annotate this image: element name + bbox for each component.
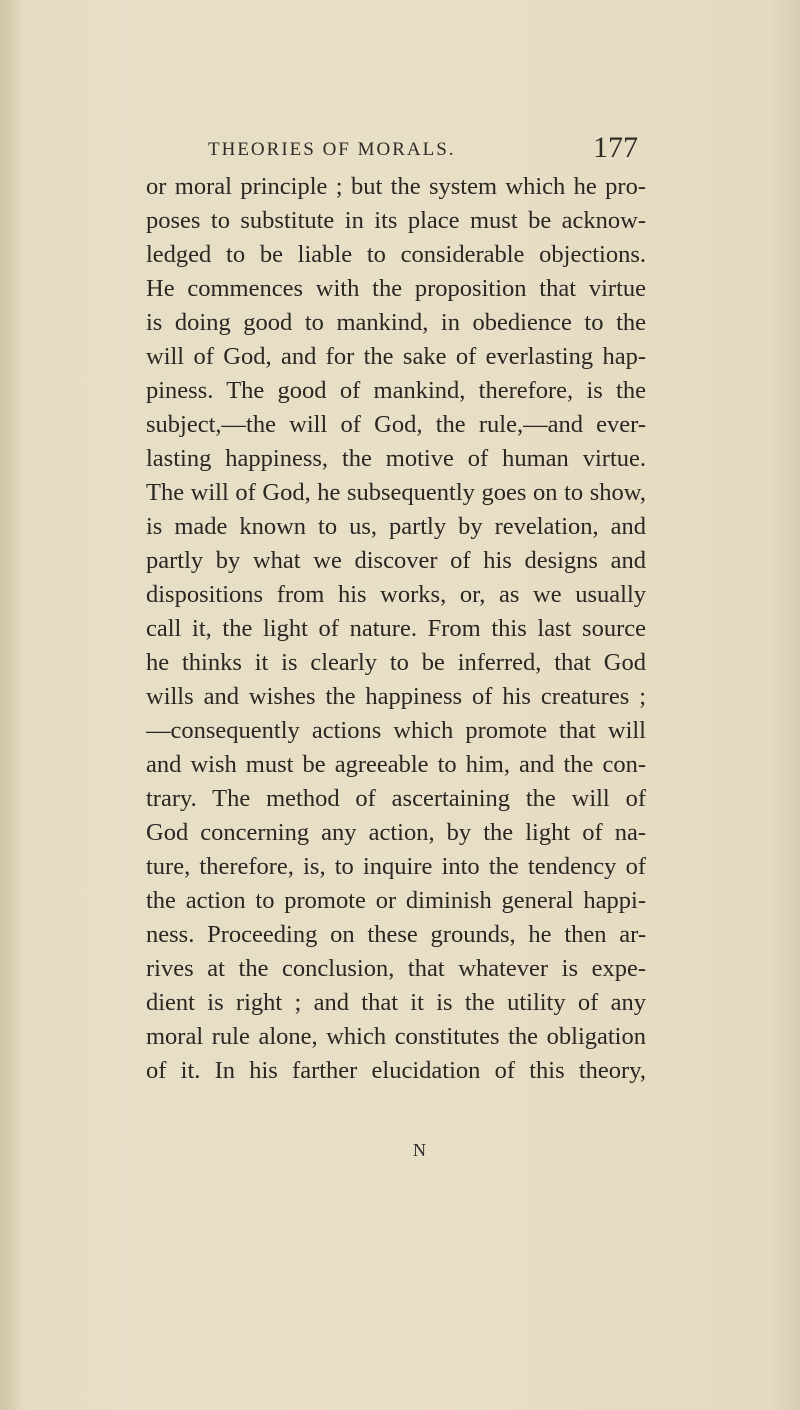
text-line: partly by what we discover of his designs and: [146, 547, 646, 574]
text-line: wills and wishes the happiness of his creatures ;: [146, 683, 646, 710]
text-line: ness. Proceeding on these grounds, he then ar-: [146, 921, 646, 948]
page-number: 177: [593, 131, 638, 164]
text-line: moral rule alone, which constitutes the obligation: [146, 1023, 646, 1050]
body-text: [146, 170, 646, 1088]
text-line: lasting happiness, the motive of human virtue.: [146, 445, 646, 472]
text-line: is doing good to mankind, in obedience to the: [146, 309, 646, 336]
text-line: is made known to us, partly by revelation, and: [146, 513, 646, 540]
text-line: the action to promote or diminish general happi-: [146, 887, 646, 914]
running-head: THEORIES OF MORALS.: [208, 139, 456, 160]
text-line: —consequently actions which promote that will: [146, 717, 646, 744]
text-line: of it. In his farther elucidation of this theory,: [146, 1057, 646, 1084]
text-line: piness. The good of mankind, therefore, is the: [146, 377, 646, 404]
text-line: he thinks it is clearly to be inferred, that God: [146, 649, 646, 676]
text-line: rives at the conclusion, that whatever is expe-: [146, 955, 646, 982]
text-line: The will of God, he subsequently goes on to show,: [146, 479, 646, 506]
text-line: poses to substitute in its place must be acknow-: [146, 207, 646, 234]
text-line: trary. The method of ascertaining the will of: [146, 785, 646, 812]
text-line: ledged to be liable to considerable objections.: [146, 241, 646, 268]
text-line: will of God, and for the sake of everlasting hap-: [146, 343, 646, 370]
text-line: dient is right ; and that it is the utility of any: [146, 989, 646, 1016]
text-line: or moral principle ; but the system which he pro-: [146, 173, 646, 200]
text-line: God concerning any action, by the light of na-: [146, 819, 646, 846]
page-gutter-shadow: [0, 0, 22, 1410]
text-line: dispositions from his works, or, as we usually: [146, 581, 646, 608]
text-line: subject,—the will of God, the rule,—and ever-: [146, 411, 646, 438]
text-line: ture, therefore, is, to inquire into the tendency of: [146, 853, 646, 880]
signature-mark: N: [413, 1140, 426, 1160]
text-line: and wish must be agreeable to him, and the con-: [146, 751, 646, 778]
text-line: call it, the light of nature. From this last source: [146, 615, 646, 642]
text-line: He commences with the proposition that virtue: [146, 275, 646, 302]
